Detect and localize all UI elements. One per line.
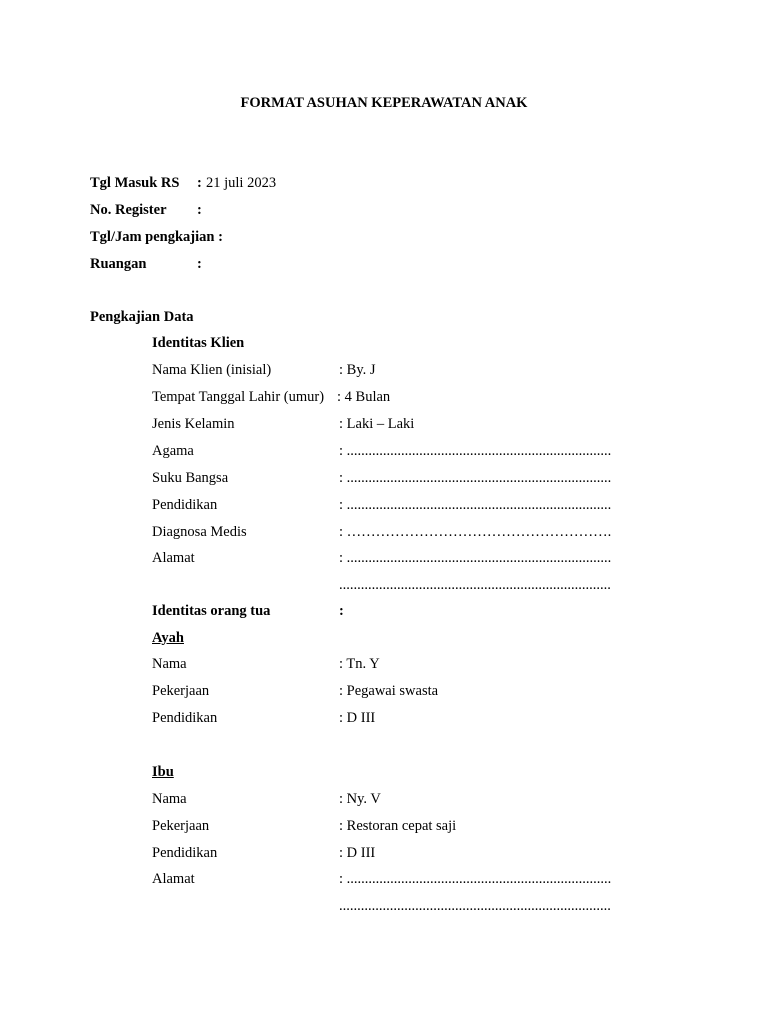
ayah-row-value: : D III — [339, 710, 376, 726]
register-colon: : — [197, 202, 202, 218]
section-title: Pengkajian Data — [90, 309, 194, 325]
klien-row-label: Suku Bangsa — [152, 470, 229, 486]
tgl-masuk-label: Tgl Masuk RS — [90, 175, 180, 191]
klien-row-label: Agama — [152, 443, 194, 459]
document-title: FORMAT ASUHAN KEPERAWATAN ANAK — [240, 95, 528, 111]
register-label: No. Register — [90, 202, 167, 218]
klien-row-label: Tempat Tanggal Lahir (umur) — [152, 389, 325, 405]
ayah-row-label: Pendidikan — [152, 710, 218, 726]
ayah-row-value: : Tn. Y — [339, 656, 380, 672]
ibu-row-value: : D III — [339, 845, 376, 861]
ayah-row-value: : Pegawai swasta — [339, 683, 439, 699]
ruangan-colon: : — [197, 256, 202, 272]
ibu-row-label: Pekerjaan — [152, 818, 210, 834]
klien-row-value: : ......................................................................... — [339, 443, 612, 459]
ibu-row-value: : Ny. V — [339, 791, 381, 807]
klien-row-label: Alamat — [152, 550, 195, 566]
klien-row-value: : By. J — [339, 362, 376, 378]
identitas-orang-tua-heading: Identitas orang tua — [152, 603, 271, 619]
identitas-orang-tua-colon: : — [339, 603, 344, 619]
klien-row-value: : ......................................................................... — [339, 497, 612, 513]
klien-alamat-continuation: ........................................................................... — [339, 577, 611, 593]
ayah-heading: Ayah — [152, 630, 184, 646]
klien-row-label: Nama Klien (inisial) — [152, 362, 272, 378]
klien-row-label: Pendidikan — [152, 497, 218, 513]
ibu-alamat-continuation: ........................................................................... — [339, 898, 611, 914]
ibu-row-label: Nama — [152, 791, 187, 807]
klien-row-label: Jenis Kelamin — [152, 416, 235, 432]
tgl-jam-pengkajian-label: Tgl/Jam pengkajian : — [90, 229, 223, 245]
klien-row-value: : ......................................................................... — [339, 550, 612, 566]
ayah-row-label: Nama — [152, 656, 187, 672]
ibu-row-label: Alamat — [152, 871, 195, 887]
klien-row-value: : ………………………………………………. — [339, 524, 612, 540]
ibu-row-value: : ......................................................................... — [339, 871, 612, 887]
ibu-row-label: Pendidikan — [152, 845, 218, 861]
identitas-klien-heading: Identitas Klien — [152, 335, 245, 351]
ruangan-label: Ruangan — [90, 256, 147, 272]
tgl-masuk-colon: : — [197, 175, 202, 191]
ibu-row-value: : Restoran cepat saji — [339, 818, 457, 834]
klien-row-value: : ......................................................................... — [339, 470, 612, 486]
ayah-row-label: Pekerjaan — [152, 683, 210, 699]
klien-row-label: Diagnosa Medis — [152, 524, 247, 540]
ibu-heading: Ibu — [152, 764, 174, 780]
tgl-masuk-value: 21 juli 2023 — [206, 175, 277, 191]
klien-row-value: : 4 Bulan — [337, 389, 391, 405]
klien-row-value: : Laki – Laki — [339, 416, 415, 432]
